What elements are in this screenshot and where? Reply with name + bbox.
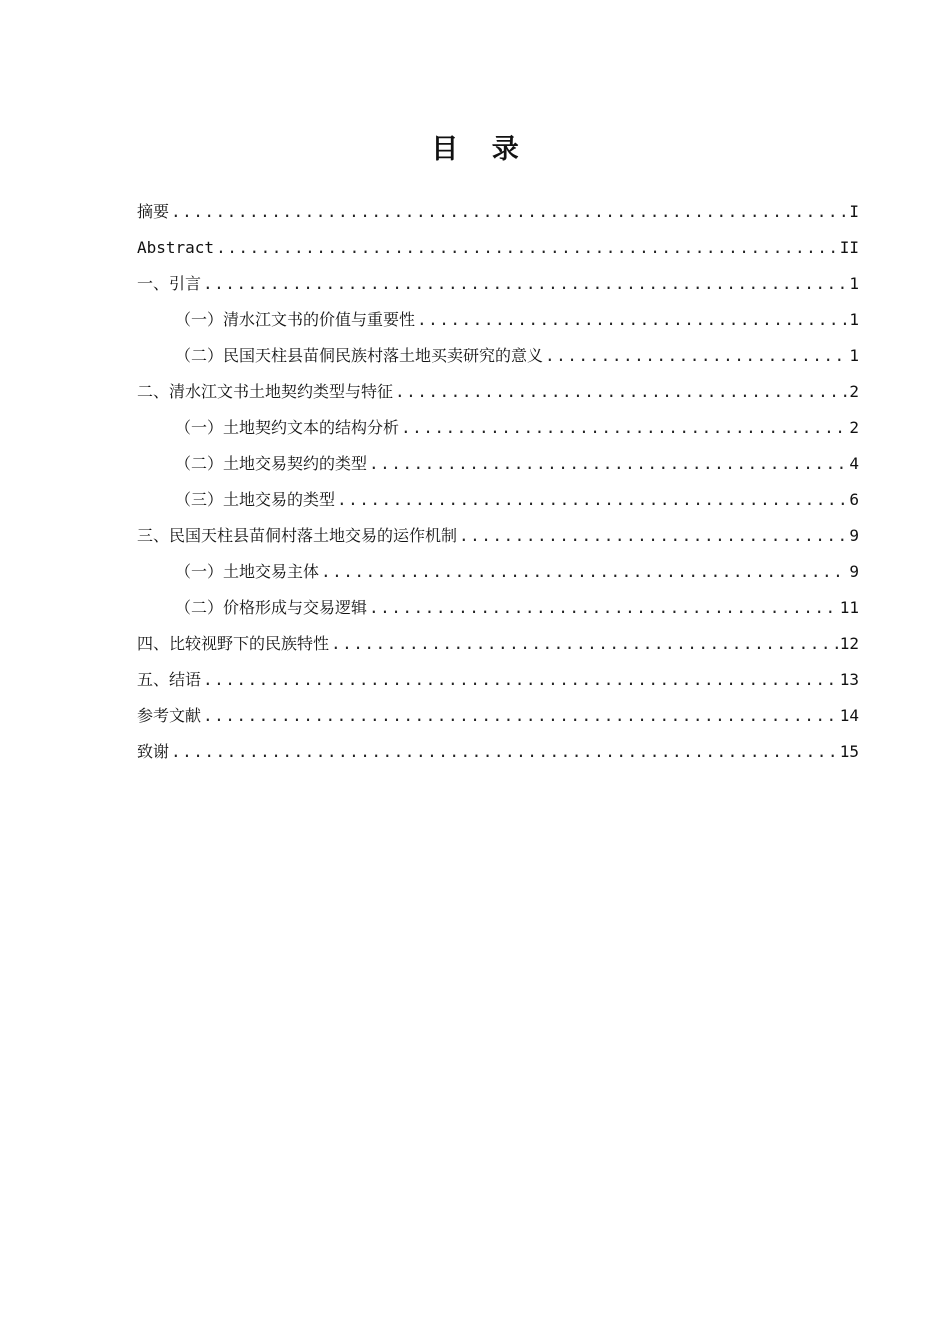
toc-entry-chapter-1 — [137, 266, 859, 302]
toc-entry-page: 1 — [849, 346, 859, 365]
toc-entry-page: 2 — [849, 418, 859, 437]
toc-dot-leader — [395, 374, 847, 410]
toc-entry-label: （一）土地交易主体 — [175, 562, 320, 581]
toc-entry-page: 1 — [849, 274, 859, 293]
toc-entry-abstract-cn — [137, 194, 859, 230]
toc-entry-page: 11 — [839, 598, 859, 617]
toc-dot-leader — [216, 230, 838, 266]
toc-entry-label: Abstract — [137, 238, 215, 257]
toc-entry-page: 2 — [849, 382, 859, 401]
toc-dot-leader — [203, 266, 847, 302]
toc-entry-page: 4 — [849, 454, 859, 473]
toc-entry-page: 6 — [849, 490, 859, 509]
toc-dot-leader — [331, 626, 838, 662]
toc-entry-section-2-2 — [137, 446, 859, 482]
toc-entry-page: 9 — [849, 562, 859, 581]
toc-entry-page: 13 — [839, 670, 859, 689]
toc-entry-chapter-4 — [137, 626, 859, 662]
toc-entry-page: 15 — [839, 742, 859, 761]
toc-title: 目 录 — [431, 134, 531, 165]
toc-entry-label: 二、清水江文书土地契约类型与特征 — [137, 382, 394, 401]
toc-entry-label: 摘要 — [137, 202, 170, 221]
toc-entry-abstract-en — [137, 230, 859, 266]
toc-dot-leader — [401, 410, 847, 446]
toc-entry-page: 1 — [849, 310, 859, 329]
toc-entry-page: 9 — [849, 526, 859, 545]
toc-dot-leader — [171, 194, 847, 230]
toc-entry-label: 致谢 — [137, 742, 170, 761]
toc-entry-chapter-3 — [137, 518, 859, 554]
toc-entry-page: II — [839, 238, 859, 257]
toc-entry-page: 12 — [839, 634, 859, 653]
toc-dot-leader — [203, 662, 838, 698]
toc-entry-section-1-1 — [137, 302, 859, 338]
toc-entry-section-2-1 — [137, 410, 859, 446]
toc-dot-leader — [369, 590, 838, 626]
toc-entry-section-3-1 — [137, 554, 859, 590]
toc-dot-leader — [203, 698, 838, 734]
toc-entry-label: （二）土地交易契约的类型 — [175, 454, 368, 473]
toc-entry-label: 五、结语 — [137, 670, 202, 689]
toc-dot-leader — [369, 446, 847, 482]
toc-entry-label: （二）价格形成与交易逻辑 — [175, 598, 368, 617]
toc-dot-leader — [337, 482, 847, 518]
toc-entry-section-1-2 — [137, 338, 859, 374]
toc-entry-label: （一）土地契约文本的结构分析 — [175, 418, 400, 437]
toc-entry-chapter-2 — [137, 374, 859, 410]
toc-entry-references — [137, 698, 859, 734]
toc-entry-chapter-5 — [137, 662, 859, 698]
toc-entry-label: 参考文献 — [137, 706, 202, 725]
toc-list — [137, 194, 859, 770]
toc-dot-leader — [321, 554, 847, 590]
toc-entry-section-2-3 — [137, 482, 859, 518]
toc-entry-label: 三、民国天柱县苗侗村落土地交易的运作机制 — [137, 526, 458, 545]
toc-entry-label: 四、比较视野下的民族特性 — [137, 634, 330, 653]
toc-entry-page: 14 — [839, 706, 859, 725]
toc-entry-label: （三）土地交易的类型 — [175, 490, 336, 509]
toc-entry-label: （一）清水江文书的价值与重要性 — [175, 310, 416, 329]
toc-dot-leader — [417, 302, 847, 338]
toc-entry-acknowledgements — [137, 734, 859, 770]
toc-dot-leader — [545, 338, 847, 374]
toc-dot-leader — [459, 518, 847, 554]
toc-entry-label: 一、引言 — [137, 274, 202, 293]
toc-entry-page: I — [849, 202, 859, 221]
toc-dot-leader — [171, 734, 838, 770]
toc-entry-label: （二）民国天柱县苗侗民族村落土地买卖研究的意义 — [175, 346, 544, 365]
toc-entry-section-3-2 — [137, 590, 859, 626]
